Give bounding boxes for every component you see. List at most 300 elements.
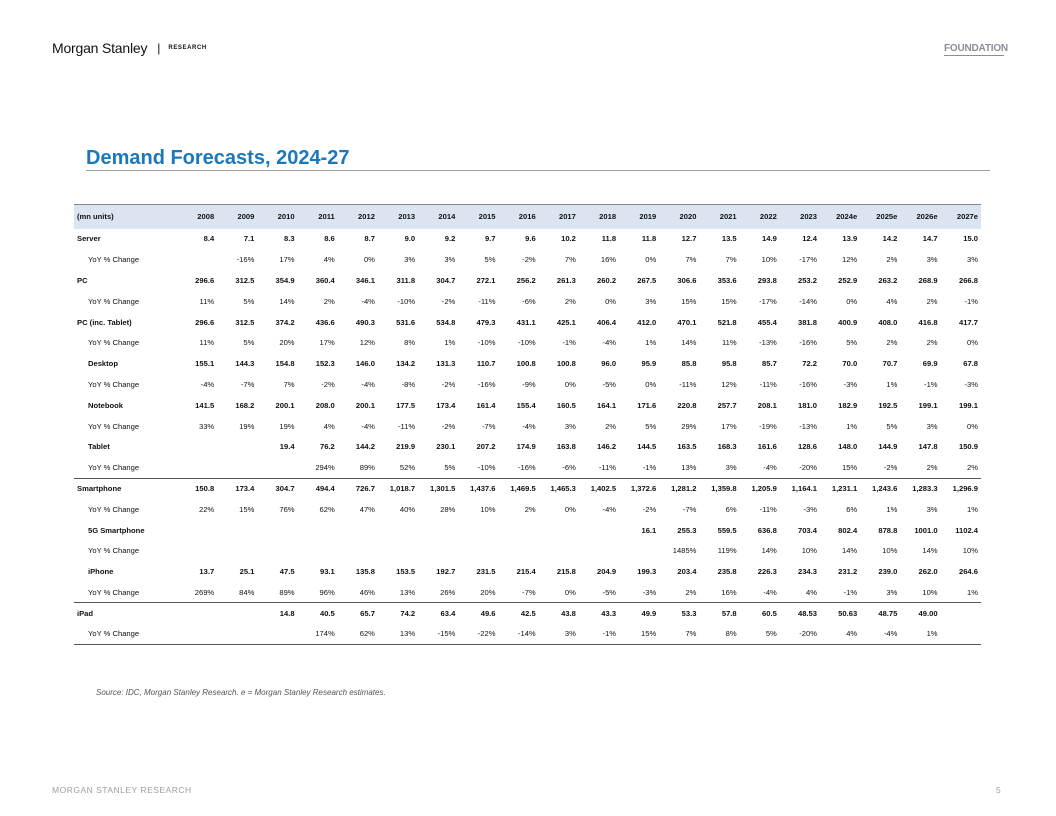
table-cell: 1,018.7 bbox=[378, 478, 418, 499]
table-cell: -4% bbox=[522, 421, 536, 431]
table-cell: 1,283.3 bbox=[900, 478, 940, 499]
table-cell: 6% bbox=[725, 504, 737, 514]
table-cell bbox=[378, 520, 418, 541]
table-cell: 479.3 bbox=[476, 317, 496, 327]
table-cell: 1,205.9 bbox=[740, 478, 780, 499]
table-cell: 192.7 bbox=[436, 567, 456, 577]
table-row bbox=[74, 436, 981, 457]
table-cell: 360.4 bbox=[315, 275, 335, 285]
table-cell: -1% bbox=[642, 462, 657, 472]
table-cell: 208.0 bbox=[315, 400, 335, 410]
table-cell: 85.8 bbox=[681, 359, 697, 369]
table-cell: 5% bbox=[243, 338, 255, 348]
table-cell: -22% bbox=[458, 624, 498, 645]
table-cell: 3% bbox=[404, 255, 416, 265]
table-cell: 10% bbox=[761, 255, 777, 265]
table-cell: 11.8 bbox=[601, 234, 617, 244]
row-label: YoY % Change bbox=[88, 462, 140, 472]
table-cell: 2% bbox=[926, 462, 938, 472]
table-row bbox=[74, 603, 981, 624]
table-cell: -2% bbox=[522, 255, 536, 265]
table-cell: 3% bbox=[886, 587, 898, 597]
table-cell: -10% bbox=[477, 338, 496, 348]
table-cell: 49.00 bbox=[900, 603, 940, 624]
table-cell: -2% bbox=[441, 379, 456, 389]
table-cell: -3% bbox=[642, 587, 657, 597]
table-cell: 231.2 bbox=[838, 567, 858, 577]
table-cell: 199.1 bbox=[958, 400, 978, 410]
table-cell: 6% bbox=[846, 504, 858, 514]
table-cell: 174.9 bbox=[516, 442, 536, 452]
table-cell: 1% bbox=[444, 338, 456, 348]
table-cell: 412.0 bbox=[637, 317, 657, 327]
table-cell: 8% bbox=[699, 624, 739, 645]
table-cell: 2% bbox=[685, 587, 697, 597]
table-cell: 3% bbox=[926, 255, 938, 265]
table-cell: -3% bbox=[803, 504, 817, 514]
table-cell bbox=[217, 603, 257, 624]
table-cell: -2% bbox=[441, 421, 456, 431]
table-cell: -13% bbox=[799, 421, 817, 431]
table-cell: 93.1 bbox=[319, 567, 335, 577]
table-cell: 14% bbox=[841, 546, 858, 556]
table-row bbox=[74, 624, 981, 645]
table-cell: 8% bbox=[404, 338, 416, 348]
table-cell: -17% bbox=[799, 255, 817, 265]
table-cell: 207.2 bbox=[476, 442, 496, 452]
table-cell: -4% bbox=[860, 624, 900, 645]
table-cell: 148.0 bbox=[838, 442, 858, 452]
table-cell bbox=[257, 540, 297, 561]
table-cell: 416.8 bbox=[918, 317, 938, 327]
table-cell: 70.7 bbox=[882, 359, 898, 369]
table-cell bbox=[217, 457, 257, 478]
table-cell: 494.4 bbox=[298, 478, 338, 499]
table-cell: -11% bbox=[397, 421, 416, 431]
table-cell: 802.4 bbox=[838, 525, 858, 535]
table-cell: 40% bbox=[399, 504, 416, 514]
table-cell bbox=[619, 540, 659, 561]
table-cell: 161.4 bbox=[476, 400, 496, 410]
table-cell: 8.4 bbox=[203, 234, 215, 244]
table-cell bbox=[257, 624, 297, 645]
table-cell: 43.3 bbox=[579, 603, 619, 624]
table-cell: 144.3 bbox=[235, 359, 255, 369]
row-label: YoY % Change bbox=[88, 296, 140, 306]
table-cell: 4% bbox=[323, 255, 335, 265]
table-cell: -2% bbox=[321, 379, 335, 389]
table-cell: 144.9 bbox=[878, 442, 898, 452]
table-cell: 312.5 bbox=[235, 275, 255, 285]
table-cell: 208.1 bbox=[757, 400, 777, 410]
table-cell: 96.0 bbox=[601, 359, 617, 369]
table-row bbox=[74, 395, 981, 416]
table-row bbox=[74, 457, 981, 478]
table-cell: -4% bbox=[361, 379, 375, 389]
table-cell: -10% bbox=[477, 462, 496, 472]
table-cell: -1% bbox=[924, 379, 938, 389]
table-cell: 10.2 bbox=[561, 234, 576, 244]
table-cell: 15% bbox=[841, 462, 858, 472]
table-cell: 408.0 bbox=[878, 317, 898, 327]
table-cell: 312.5 bbox=[235, 317, 255, 327]
table-cell: 84% bbox=[239, 587, 255, 597]
table-cell: -7% bbox=[522, 587, 536, 597]
table-cell: 147.8 bbox=[918, 442, 938, 452]
table-cell: 2% bbox=[564, 296, 576, 306]
table-cell: -6% bbox=[522, 296, 536, 306]
table-cell bbox=[579, 540, 619, 561]
row-label: YoY % Change bbox=[88, 546, 140, 556]
table-cell bbox=[338, 540, 378, 561]
table-cell bbox=[499, 540, 539, 561]
table-cell: 0% bbox=[967, 338, 978, 348]
table-cell: 0% bbox=[605, 296, 617, 306]
table-row bbox=[74, 374, 981, 395]
table-row bbox=[74, 416, 981, 437]
table-cell: 46% bbox=[359, 587, 375, 597]
table-cell: -20% bbox=[799, 462, 817, 472]
table-cell: 17% bbox=[279, 255, 295, 265]
table-cell: 177.5 bbox=[396, 400, 416, 410]
table-cell bbox=[257, 457, 297, 478]
table-cell bbox=[418, 540, 458, 561]
table-cell: -1% bbox=[843, 587, 858, 597]
table-cell: 60.5 bbox=[740, 603, 780, 624]
table-cell: 173.4 bbox=[217, 478, 257, 499]
table-cell: 8.6 bbox=[324, 234, 335, 244]
table-cell: 0% bbox=[564, 504, 576, 514]
table-cell: 1485% bbox=[672, 546, 697, 556]
table-cell: 0% bbox=[846, 296, 858, 306]
table-cell: 306.6 bbox=[677, 275, 697, 285]
table-cell: 1% bbox=[967, 504, 978, 514]
row-label: Notebook bbox=[88, 400, 124, 410]
table-cell: 74.2 bbox=[378, 603, 418, 624]
table-cell: 168.3 bbox=[717, 442, 737, 452]
table-cell: 22% bbox=[198, 504, 215, 514]
table-cell: -16% bbox=[799, 379, 817, 389]
table-cell: 5% bbox=[243, 296, 255, 306]
table-cell: 0% bbox=[363, 255, 375, 265]
year-header: 2022 bbox=[740, 205, 780, 229]
table-cell: 144.5 bbox=[637, 442, 657, 452]
table-cell: 15.0 bbox=[963, 234, 978, 244]
table-cell: 11% bbox=[199, 296, 215, 306]
page-title: Demand Forecasts, 2024-27 bbox=[86, 147, 350, 169]
table-cell: 230.1 bbox=[436, 442, 456, 452]
table-cell: 7% bbox=[685, 255, 697, 265]
table-cell: -3% bbox=[843, 379, 858, 389]
year-header: 2016 bbox=[499, 205, 539, 229]
table-cell: 353.6 bbox=[717, 275, 737, 285]
table-row bbox=[74, 540, 981, 561]
table-cell: 146.0 bbox=[355, 359, 375, 369]
table-cell: 10% bbox=[962, 546, 978, 556]
year-header: 2019 bbox=[619, 205, 659, 229]
table-cell: 57.8 bbox=[699, 603, 739, 624]
table-cell: 431.1 bbox=[516, 317, 536, 327]
table-cell bbox=[217, 540, 257, 561]
table-cell: 50.63 bbox=[820, 603, 860, 624]
table-cell: -11% bbox=[759, 379, 777, 389]
table-cell: 7.1 bbox=[243, 234, 255, 244]
table-cell: 311.8 bbox=[396, 275, 416, 285]
table-cell: 636.8 bbox=[757, 525, 777, 535]
table-cell: -7% bbox=[682, 504, 697, 514]
table-cell: 1,465.3 bbox=[539, 478, 579, 499]
table-cell: 7% bbox=[564, 255, 576, 265]
table-cell bbox=[298, 540, 338, 561]
table-cell: 4% bbox=[323, 421, 335, 431]
table-cell: -7% bbox=[481, 421, 496, 431]
table-cell: 42.5 bbox=[499, 603, 539, 624]
table-cell: 521.8 bbox=[717, 317, 737, 327]
table-cell: 9.2 bbox=[444, 234, 456, 244]
brand-header bbox=[52, 40, 207, 56]
table-cell: 182.9 bbox=[838, 400, 858, 410]
table-cell: 12.7 bbox=[681, 234, 697, 244]
table-cell bbox=[941, 603, 981, 624]
table-cell: 235.8 bbox=[717, 567, 737, 577]
table-cell bbox=[217, 624, 257, 645]
table-cell bbox=[458, 540, 498, 561]
table-cell: 346.1 bbox=[355, 275, 375, 285]
table-cell: 266.8 bbox=[958, 275, 978, 285]
table-cell: 14% bbox=[922, 546, 938, 556]
table-cell: 69.9 bbox=[922, 359, 938, 369]
table-cell: -16% bbox=[236, 255, 255, 265]
table-cell: 15% bbox=[239, 504, 255, 514]
table-cell: 1,164.1 bbox=[780, 478, 820, 499]
table-cell: 63.4 bbox=[418, 603, 458, 624]
table-cell: 17% bbox=[319, 338, 335, 348]
table-cell: 47.5 bbox=[279, 567, 295, 577]
table-cell: 100.8 bbox=[556, 359, 576, 369]
table-cell bbox=[217, 520, 257, 541]
table-cell: 8.3 bbox=[284, 234, 295, 244]
table-cell: 2% bbox=[524, 504, 536, 514]
table-cell: 119% bbox=[717, 546, 737, 556]
page-number: 5 bbox=[996, 785, 1001, 795]
table-cell: 16.1 bbox=[641, 525, 657, 535]
table-cell: 11.8 bbox=[641, 234, 657, 244]
row-label: YoY % Change bbox=[74, 624, 177, 645]
table-cell: 234.3 bbox=[797, 567, 817, 577]
table-cell: 354.9 bbox=[275, 275, 295, 285]
table-cell bbox=[378, 540, 418, 561]
table-cell: 10% bbox=[480, 504, 496, 514]
table-cell: 0% bbox=[645, 379, 657, 389]
table-cell: -4% bbox=[361, 421, 375, 431]
table-cell: 155.1 bbox=[195, 359, 215, 369]
table-cell: 253.2 bbox=[797, 275, 817, 285]
row-label: iPhone bbox=[88, 567, 114, 577]
row-label: PC (inc. Tablet) bbox=[77, 317, 132, 327]
table-cell: 11% bbox=[721, 338, 737, 348]
year-header: 2026e bbox=[900, 205, 940, 229]
table-cell: 20% bbox=[279, 338, 295, 348]
table-cell bbox=[499, 520, 539, 541]
table-row bbox=[74, 249, 981, 270]
table-cell: 1102.4 bbox=[955, 525, 978, 535]
table-cell: 144.2 bbox=[355, 442, 375, 452]
table-cell bbox=[177, 540, 217, 561]
table-row bbox=[74, 478, 981, 499]
table-cell: 10% bbox=[882, 546, 898, 556]
table-cell: 490.3 bbox=[355, 317, 375, 327]
table-cell: 200.1 bbox=[355, 400, 375, 410]
table-cell: 89% bbox=[359, 462, 375, 472]
table-row bbox=[74, 270, 981, 291]
year-header: 2017 bbox=[539, 205, 579, 229]
table-cell: 3% bbox=[645, 296, 657, 306]
source-note: Source: IDC, Morgan Stanley Research. e = Morgan Stanley Research estimates. bbox=[96, 688, 386, 697]
table-cell: -9% bbox=[522, 379, 536, 389]
table-cell: -4% bbox=[602, 338, 617, 348]
table-cell: 0% bbox=[564, 379, 576, 389]
table-cell: 239.0 bbox=[878, 567, 898, 577]
table-cell bbox=[177, 436, 217, 457]
table-cell: 10% bbox=[801, 546, 817, 556]
year-header: 2027e bbox=[941, 205, 981, 229]
row-label: 5G Smartphone bbox=[88, 525, 145, 535]
table-cell bbox=[177, 520, 217, 541]
table-cell: 9.0 bbox=[404, 234, 416, 244]
table-cell: -16% bbox=[477, 379, 496, 389]
table-cell: 70.0 bbox=[842, 359, 858, 369]
table-cell: -11% bbox=[598, 462, 617, 472]
table-cell: -10% bbox=[517, 338, 536, 348]
table-cell: 5% bbox=[886, 421, 898, 431]
table-cell: 2% bbox=[323, 296, 335, 306]
table-cell: 153.5 bbox=[396, 567, 416, 577]
table-cell: 19% bbox=[279, 421, 295, 431]
table-cell: 5% bbox=[740, 624, 780, 645]
table-cell: 100.8 bbox=[516, 359, 536, 369]
table-cell: -16% bbox=[517, 462, 536, 472]
table-cell: 8.7 bbox=[364, 234, 375, 244]
table-cell: 2% bbox=[886, 255, 898, 265]
table-cell: 28% bbox=[440, 504, 456, 514]
table-cell: 164.1 bbox=[597, 400, 617, 410]
table-cell: 231.5 bbox=[476, 567, 496, 577]
table-cell: 304.7 bbox=[436, 275, 456, 285]
table-cell: 252.9 bbox=[838, 275, 858, 285]
table-cell: 16% bbox=[600, 255, 617, 265]
table-cell: 52% bbox=[399, 462, 416, 472]
table-header-row bbox=[74, 205, 981, 229]
table-cell: 1,231.1 bbox=[820, 478, 860, 499]
table-cell: 2% bbox=[886, 338, 898, 348]
table-cell: 255.3 bbox=[677, 525, 697, 535]
table-cell: 1,372.6 bbox=[619, 478, 659, 499]
table-cell bbox=[177, 249, 217, 270]
table-row bbox=[74, 312, 981, 333]
table-cell: 14% bbox=[279, 296, 295, 306]
row-label: YoY % Change bbox=[88, 587, 140, 597]
table-cell: 2% bbox=[926, 296, 938, 306]
table-cell: 14.8 bbox=[257, 603, 297, 624]
table-cell: 67.8 bbox=[963, 359, 978, 369]
table-cell: -4% bbox=[763, 462, 777, 472]
table-cell: 168.2 bbox=[235, 400, 255, 410]
table-cell: 262.0 bbox=[918, 567, 938, 577]
table-cell: 96% bbox=[319, 587, 335, 597]
table-cell: 215.4 bbox=[516, 567, 536, 577]
table-cell: 531.6 bbox=[396, 317, 416, 327]
table-cell: 13% bbox=[399, 587, 416, 597]
table-cell: 3% bbox=[926, 421, 938, 431]
table-cell: -4% bbox=[602, 504, 617, 514]
table-cell bbox=[458, 520, 498, 541]
table-cell: 7% bbox=[283, 379, 295, 389]
table-cell: 19.4 bbox=[279, 442, 295, 452]
year-header: 2024e bbox=[820, 205, 860, 229]
title-divider bbox=[86, 170, 990, 171]
table-cell: -13% bbox=[759, 338, 777, 348]
table-cell: 0% bbox=[645, 255, 657, 265]
table-cell: 1,437.6 bbox=[458, 478, 498, 499]
table-cell: 76.2 bbox=[319, 442, 335, 452]
table-cell: -6% bbox=[562, 462, 576, 472]
table-cell: 154.8 bbox=[275, 359, 295, 369]
table-cell: 272.1 bbox=[476, 275, 496, 285]
table-cell: 417.7 bbox=[958, 317, 978, 327]
table-cell: 381.8 bbox=[797, 317, 817, 327]
table-cell: 4% bbox=[820, 624, 860, 645]
table-cell: -7% bbox=[240, 379, 255, 389]
year-header: 2025e bbox=[860, 205, 900, 229]
row-label: Desktop bbox=[88, 359, 118, 369]
table-cell: 9.7 bbox=[484, 234, 496, 244]
year-header: 2014 bbox=[418, 205, 458, 229]
table-cell: 1% bbox=[967, 587, 978, 597]
table-cell: 47% bbox=[359, 504, 375, 514]
table-cell: 425.1 bbox=[556, 317, 576, 327]
table-cell: 296.6 bbox=[195, 317, 215, 327]
table-cell: 163.5 bbox=[677, 442, 697, 452]
table-cell: 267.5 bbox=[637, 275, 657, 285]
table-cell: -4% bbox=[361, 296, 375, 306]
table-cell: 20% bbox=[480, 587, 496, 597]
table-cell: 455.4 bbox=[757, 317, 777, 327]
table-cell: 13.7 bbox=[199, 567, 215, 577]
table-cell: 13.9 bbox=[842, 234, 858, 244]
year-header: 2015 bbox=[458, 205, 498, 229]
table-cell: 726.7 bbox=[338, 478, 378, 499]
row-label: Smartphone bbox=[74, 478, 177, 499]
table-cell: 12% bbox=[841, 255, 858, 265]
table-cell: 48.75 bbox=[860, 603, 900, 624]
table-cell: 174% bbox=[298, 624, 338, 645]
table-cell: 260.2 bbox=[597, 275, 617, 285]
table-cell: 12.4 bbox=[802, 234, 817, 244]
table-cell bbox=[418, 520, 458, 541]
year-header: 2008 bbox=[177, 205, 217, 229]
table-cell: 7% bbox=[725, 255, 737, 265]
demand-forecast-table bbox=[74, 204, 981, 645]
table-cell: -3% bbox=[964, 379, 978, 389]
research-label: RESEARCH bbox=[168, 45, 207, 51]
table-cell: 256.2 bbox=[516, 275, 536, 285]
table-cell: 13% bbox=[681, 462, 697, 472]
brand-separator: | bbox=[157, 41, 161, 55]
table-cell: 268.9 bbox=[918, 275, 938, 285]
table-cell: 400.9 bbox=[838, 317, 858, 327]
table-cell: 25.1 bbox=[239, 567, 255, 577]
table-cell: 1,402.5 bbox=[579, 478, 619, 499]
